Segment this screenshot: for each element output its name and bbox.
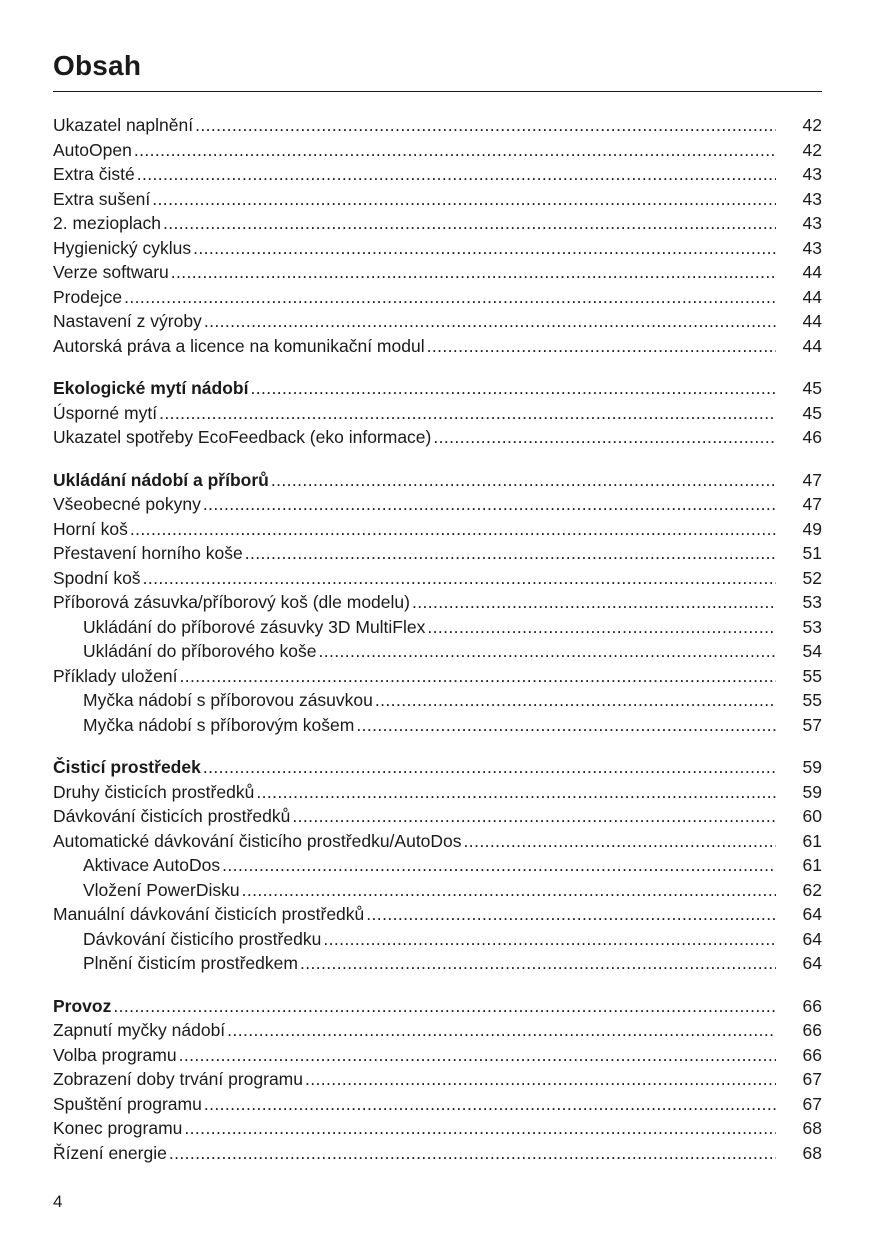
toc-entry-page: 44 [802,286,822,307]
toc-section [53,994,822,1166]
toc-entry[interactable] [53,236,822,261]
toc-section-heading[interactable] [53,468,822,493]
toc-entry-label: Druhy čisticích prostředků [53,781,255,802]
toc-entry-label: Čisticí prostředek [53,757,201,777]
toc-entry[interactable] [53,425,822,450]
toc-entry[interactable] [53,713,822,738]
toc-entry-page: 68 [802,1118,822,1138]
toc-section-heading[interactable] [53,755,822,780]
toc-entry-page: 51 [802,543,822,563]
dot-leader [305,1067,776,1092]
toc-entry-page: 66 [802,995,822,1016]
toc-entry-page: 67 [802,1069,822,1089]
toc-entry-page: 47 [802,469,822,490]
toc-entry[interactable] [53,309,822,334]
toc-entry[interactable] [53,517,822,542]
toc-entry-label: Dávkování čisticího prostředku [83,928,322,949]
toc-entry-label: Volba programu [53,1044,177,1065]
dot-leader [180,664,776,689]
dot-leader [412,590,776,615]
toc-entry[interactable] [53,566,822,591]
toc-section [53,468,822,738]
toc-entry-page: 49 [802,518,822,539]
toc-entry-label: Aktivace AutoDos [83,855,221,875]
toc-entry-label: Autorská práva a licence na komunikační modul [53,335,425,356]
toc-entry-label: 2. mezioplach [53,213,161,233]
toc-entry-page: 55 [802,690,822,710]
page-title: Obsah [53,50,142,81]
toc-entry-label: Řízení energie [53,1142,167,1163]
toc-entry-page: 57 [802,714,822,735]
toc-entry-page: 68 [802,1142,822,1163]
toc-entry[interactable] [53,1043,822,1068]
toc-entry-page: 46 [802,427,822,447]
toc-entry-label: Ukazatel naplnění [53,115,194,135]
toc-entry-label: Myčka nádobí s příborovou zásuvkou [83,690,373,710]
toc-entry-label: Ekologické mytí nádobí [53,378,249,398]
toc-entry-page: 66 [802,1020,822,1040]
dot-leader [256,780,776,805]
table-of-contents [53,113,822,1183]
toc-entry-page: 43 [802,213,822,233]
toc-entry[interactable] [53,878,822,903]
dot-leader [427,615,776,640]
toc-entry-page: 43 [802,237,822,258]
dot-leader [222,853,776,878]
dot-leader [152,187,776,212]
toc-entry[interactable] [53,1116,822,1141]
toc-entry-label: Příborová zásuvka/příborový koš (dle modelu) [53,592,410,612]
title-divider [53,91,822,92]
toc-entry-page: 62 [802,879,822,900]
dot-leader [113,994,776,1019]
toc-entry[interactable] [53,902,822,927]
toc-entry[interactable] [53,113,822,138]
dot-leader [356,713,776,738]
toc-entry[interactable] [53,615,822,640]
dot-leader [271,468,776,493]
toc-entry[interactable] [53,780,822,805]
dot-leader [204,309,776,334]
toc-entry-label: Spuštění programu [53,1093,202,1114]
toc-entry-label: Všeobecné pokyny [53,494,201,514]
toc-entry-label: Myčka nádobí s příborovým košem [83,714,355,735]
dot-leader [375,688,776,713]
toc-entry-label: Vložení PowerDisku [83,879,240,900]
dot-leader [130,517,776,542]
toc-entry[interactable] [53,664,822,689]
toc-entry[interactable] [53,492,822,517]
toc-entry[interactable] [53,541,822,566]
toc-entry-label: Prodejce [53,286,123,307]
toc-entry[interactable] [53,138,822,163]
dot-leader [433,425,776,450]
dot-leader [245,541,776,566]
toc-entry-page: 47 [802,494,822,514]
toc-entry-label: Horní koš [53,518,128,539]
toc-entry-label: Přestavení horního koše [53,543,243,563]
dot-leader [242,878,776,903]
toc-entry[interactable] [53,829,822,854]
page-number: 4 [53,1192,63,1211]
dot-leader [124,285,776,310]
toc-entry[interactable] [53,853,822,878]
toc-entry[interactable] [53,1141,822,1166]
toc-entry[interactable] [53,211,822,236]
toc-entry-label: Provoz [53,995,112,1016]
dot-leader [203,492,776,517]
toc-entry-page: 42 [802,115,822,135]
toc-entry[interactable] [53,1067,822,1092]
dot-leader [300,951,776,976]
toc-entry-label: Automatické dávkování čisticího prostředku/AutoDos [53,830,462,851]
toc-entry[interactable] [53,590,822,615]
toc-entry-label: Manuální dávkování čisticích prostředků [53,904,365,924]
toc-entry-label: Hygienický cyklus [53,237,192,258]
toc-entry[interactable] [53,162,822,187]
toc-entry-page: 64 [802,953,822,973]
toc-entry-label: Verze softwaru [53,262,169,282]
toc-entry-page: 45 [802,378,822,398]
toc-entry-page: 43 [802,188,822,209]
toc-entry-page: 59 [802,781,822,802]
dot-leader [204,1092,776,1117]
toc-entry-page: 53 [802,592,822,612]
dot-leader [159,401,776,426]
toc-entry-page: 64 [802,904,822,924]
dot-leader [323,927,776,952]
dot-leader [292,804,776,829]
dot-leader [169,1141,776,1166]
toc-entry-label: Nastavení z výroby [53,311,202,331]
toc-entry[interactable] [53,951,822,976]
toc-section [53,113,822,358]
toc-entry-page: 53 [802,616,822,637]
dot-leader [143,566,776,591]
toc-entry-page: 66 [802,1044,822,1065]
dot-leader [193,236,776,261]
toc-entry[interactable] [53,1018,822,1043]
dot-leader [171,260,776,285]
toc-section-heading[interactable] [53,994,822,1019]
toc-entry[interactable] [53,401,822,426]
dot-leader [195,113,776,138]
toc-entry-label: Zobrazení doby trvání programu [53,1069,303,1089]
dot-leader [318,639,776,664]
toc-entry[interactable] [53,804,822,829]
toc-entry[interactable] [53,927,822,952]
toc-entry-label: Ukládání nádobí a příborů [53,469,269,490]
toc-entry-label: Ukládání do příborového koše [83,641,317,661]
toc-entry-page: 44 [802,311,822,331]
toc-entry-page: 44 [802,335,822,356]
toc-entry-page: 60 [802,806,822,826]
toc-entry-page: 61 [802,855,822,875]
toc-entry[interactable] [53,260,822,285]
toc-entry-page: 67 [802,1093,822,1114]
toc-entry-label: Úsporné mytí [53,402,158,423]
toc-entry-page: 52 [802,567,822,588]
toc-entry[interactable] [53,334,822,359]
toc-entry[interactable] [53,688,822,713]
toc-section [53,376,822,450]
dot-leader [179,1043,776,1068]
dot-leader [366,902,776,927]
toc-entry-page: 44 [802,262,822,282]
toc-entry-page: 64 [802,928,822,949]
toc-entry-label: Zapnutí myčky nádobí [53,1020,226,1040]
dot-leader [250,376,776,401]
toc-entry[interactable] [53,285,822,310]
toc-entry-page: 42 [802,139,822,160]
toc-entry[interactable] [53,1092,822,1117]
toc-entry-page: 54 [802,641,822,661]
toc-entry[interactable] [53,639,822,664]
dot-leader [184,1116,776,1141]
toc-entry[interactable] [53,187,822,212]
toc-entry-label: Konec programu [53,1118,183,1138]
toc-entry-page: 55 [802,665,822,686]
dot-leader [203,755,776,780]
toc-entry-label: Ukládání do příborové zásuvky 3D MultiFlex [83,616,426,637]
dot-leader [163,211,776,236]
toc-entry-label: Plnění čisticím prostředkem [83,953,298,973]
toc-entry-page: 45 [802,402,822,423]
toc-section [53,755,822,976]
toc-entry-label: Příklady uložení [53,665,178,686]
dot-leader [227,1018,776,1043]
toc-entry-label: Extra čisté [53,164,135,184]
dot-leader [134,138,776,163]
toc-entry-page: 61 [802,830,822,851]
toc-entry-label: Ukazatel spotřeby EcoFeedback (eko informace) [53,427,432,447]
toc-section-heading[interactable] [53,376,822,401]
dot-leader [464,829,776,854]
toc-entry-label: Spodní koš [53,567,141,588]
toc-entry-page: 43 [802,164,822,184]
toc-entry-label: Extra sušení [53,188,151,209]
toc-entry-label: Dávkování čisticích prostředků [53,806,291,826]
toc-entry-label: AutoOpen [53,139,132,160]
toc-entry-page: 59 [802,757,822,777]
dot-leader [137,162,776,187]
dot-leader [427,334,776,359]
